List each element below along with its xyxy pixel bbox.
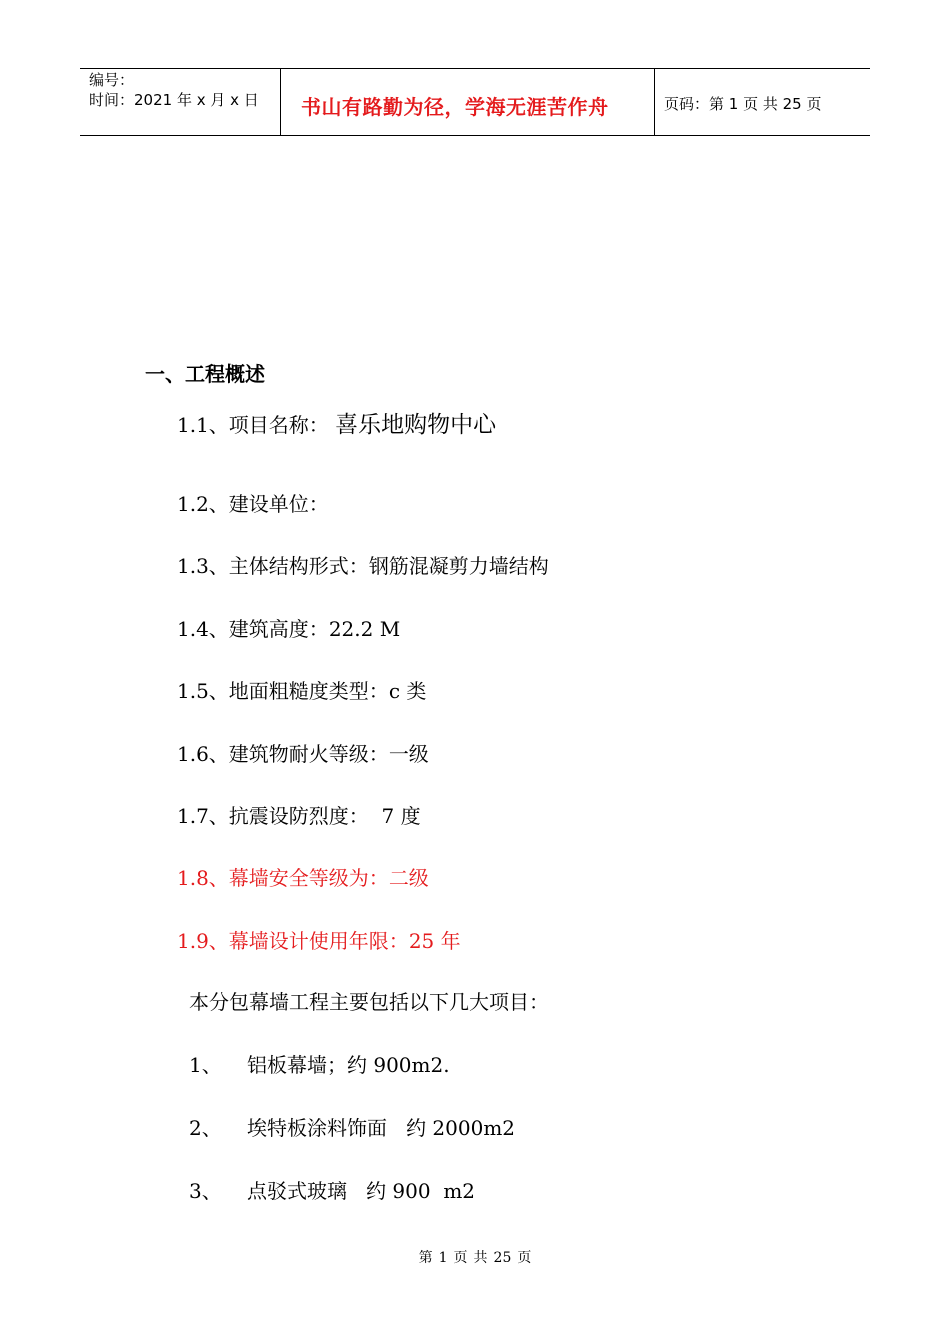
header-right-cell [655, 69, 870, 135]
item-height: 1.4、建筑高度：22.2 M [177, 617, 401, 641]
header-page-info: 页码：第 1 页 共 25 页 [664, 95, 822, 113]
item-roughness: 1.5、地面粗糙度类型：c 类 [177, 679, 427, 703]
scope-item: 2、 埃特板涂料饰面 约 2000m2 [189, 1116, 516, 1140]
section-title: 一、工程概述 [145, 362, 265, 386]
scope-intro: 本分包幕墙工程主要包括以下几大项目： [189, 990, 549, 1014]
item-builder: 1.2、建设单位： [177, 492, 329, 516]
item-project-name: 1.1、项目名称： 喜乐地购物中心 [177, 412, 497, 438]
item-structure: 1.3、主体结构形式：钢筋混凝剪力墙结构 [177, 554, 549, 578]
item-safety-level: 1.8、幕墙安全等级为：二级 [177, 866, 429, 890]
scope-item: 3、 点驳式玻璃 约 900 m2 [189, 1179, 476, 1203]
footer-total-pages: 25 [493, 1250, 512, 1266]
scope-item: 1、 铝板幕墙；约 900m2. [189, 1053, 450, 1077]
item-fire-rating: 1.6、建筑物耐火等级：一级 [177, 742, 429, 766]
item-seismic: 1.7、抗震设防烈度： 7 度 [177, 804, 421, 828]
project-name-value: 喜乐地购物中心 [335, 412, 497, 438]
number-label: 编号： [89, 71, 135, 89]
page-header [80, 68, 870, 136]
item-service-life: 1.9、幕墙设计使用年限：25 年 [177, 929, 461, 953]
page-footer: 第 1 页 共 25 页 [418, 1250, 532, 1266]
footer-page-number: 1 [438, 1250, 448, 1266]
header-motto: 书山有路勤为径，学海无涯苦作舟 [301, 95, 609, 119]
header-middle-cell [281, 69, 655, 135]
header-left-cell [80, 69, 281, 135]
time-label: 时间：2021 年 x 月 x 日 [89, 91, 259, 109]
